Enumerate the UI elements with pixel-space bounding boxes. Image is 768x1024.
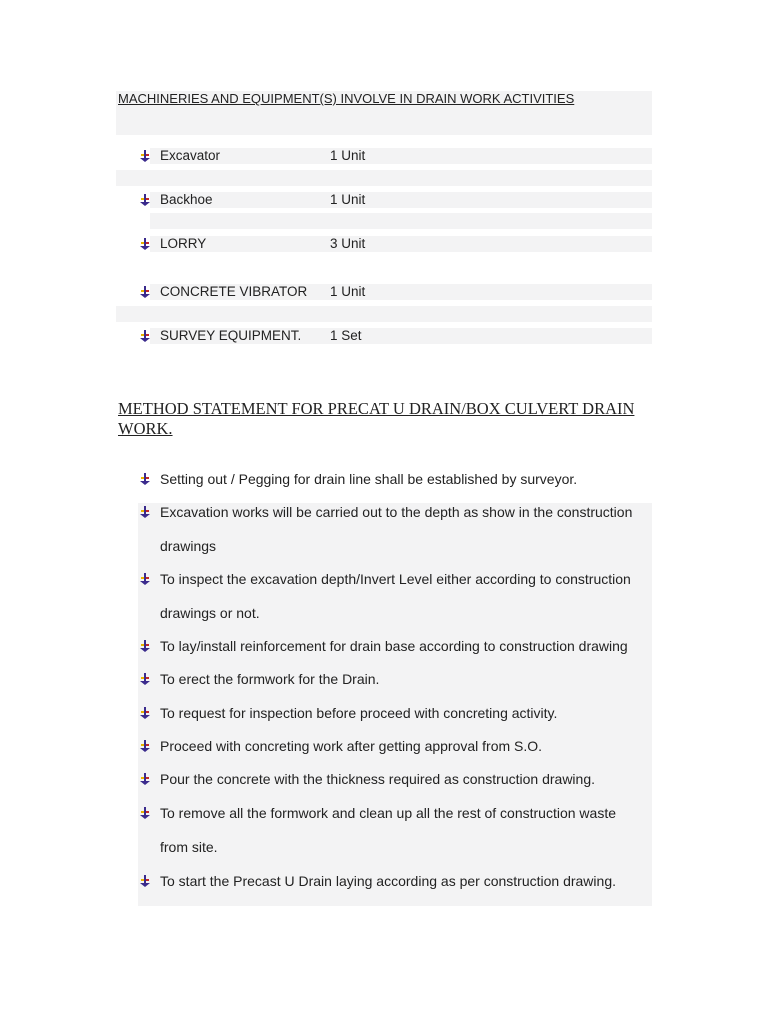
row-band <box>150 148 652 164</box>
method-step-text: Pour the concrete with the thickness required as construction drawing. <box>160 771 596 787</box>
bullet-arrow-icon <box>139 285 151 299</box>
method-step-text: To inspect the excavation depth/Invert Level either according to construction <box>160 571 631 587</box>
bullet-arrow-icon <box>139 193 151 207</box>
equipment-heading: MACHINERIES AND EQUIPMENT(S) INVOLVE IN DRAIN WORK ACTIVITIES <box>118 91 575 106</box>
method-heading: METHOD STATEMENT FOR PRECAT U DRAIN/BOX CULVERT DRAIN WORK. <box>118 399 635 438</box>
bullet-arrow-icon <box>139 472 151 486</box>
bullet-arrow-icon <box>139 505 151 519</box>
bullet-arrow-icon <box>139 572 151 586</box>
row-band <box>150 236 652 252</box>
equipment-name: LORRY <box>160 236 207 251</box>
method-step-text: Setting out / Pegging for drain line shall be established by surveyor. <box>160 471 578 487</box>
bullet-arrow-icon <box>139 149 151 163</box>
method-step-text: Excavation works will be carried out to the depth as show in the construction <box>160 504 633 520</box>
equipment-qty: 1 Set <box>330 328 362 343</box>
equipment-name: CONCRETE VIBRATOR <box>160 284 308 299</box>
equipment-qty: 1 Unit <box>330 148 366 163</box>
method-step-text: Proceed with concreting work after getting approval from S.O. <box>160 738 543 754</box>
equipment-qty: 3 Unit <box>330 236 366 251</box>
bullet-arrow-icon <box>139 706 151 720</box>
method-step-text: To remove all the formwork and clean up all the rest of construction waste <box>160 805 616 821</box>
bullet-arrow-icon <box>139 874 151 888</box>
bullet-arrow-icon <box>139 237 151 251</box>
bullet-arrow-icon <box>139 772 151 786</box>
equipment-qty: 1 Unit <box>330 192 366 207</box>
bullet-arrow-icon <box>139 806 151 820</box>
method-step-text-continued: from site. <box>160 839 218 855</box>
equipment-name: Backhoe <box>160 192 213 207</box>
bullet-arrow-icon <box>139 672 151 686</box>
equipment-name: Excavator <box>160 148 221 163</box>
bullet-arrow-icon <box>139 329 151 343</box>
method-step-text-continued: drawings <box>160 538 217 554</box>
method-step-text: To erect the formwork for the Drain. <box>160 671 380 687</box>
equipment-qty: 1 Unit <box>330 284 366 299</box>
bullet-arrow-icon <box>139 639 151 653</box>
bullet-arrow-icon <box>139 739 151 753</box>
method-step-text: To request for inspection before proceed with concreting activity. <box>160 705 558 721</box>
spacer-band <box>116 170 652 186</box>
method-step-text: To lay/install reinforcement for drain base according to construction drawing <box>160 638 628 654</box>
method-step-text-continued: drawings or not. <box>160 605 260 621</box>
equipment-name: SURVEY EQUIPMENT. <box>160 328 302 343</box>
spacer-band <box>116 306 652 322</box>
row-band <box>150 192 652 208</box>
method-step-text: To start the Precast U Drain laying according as per construction drawing. <box>160 873 616 889</box>
spacer-band <box>150 213 652 229</box>
